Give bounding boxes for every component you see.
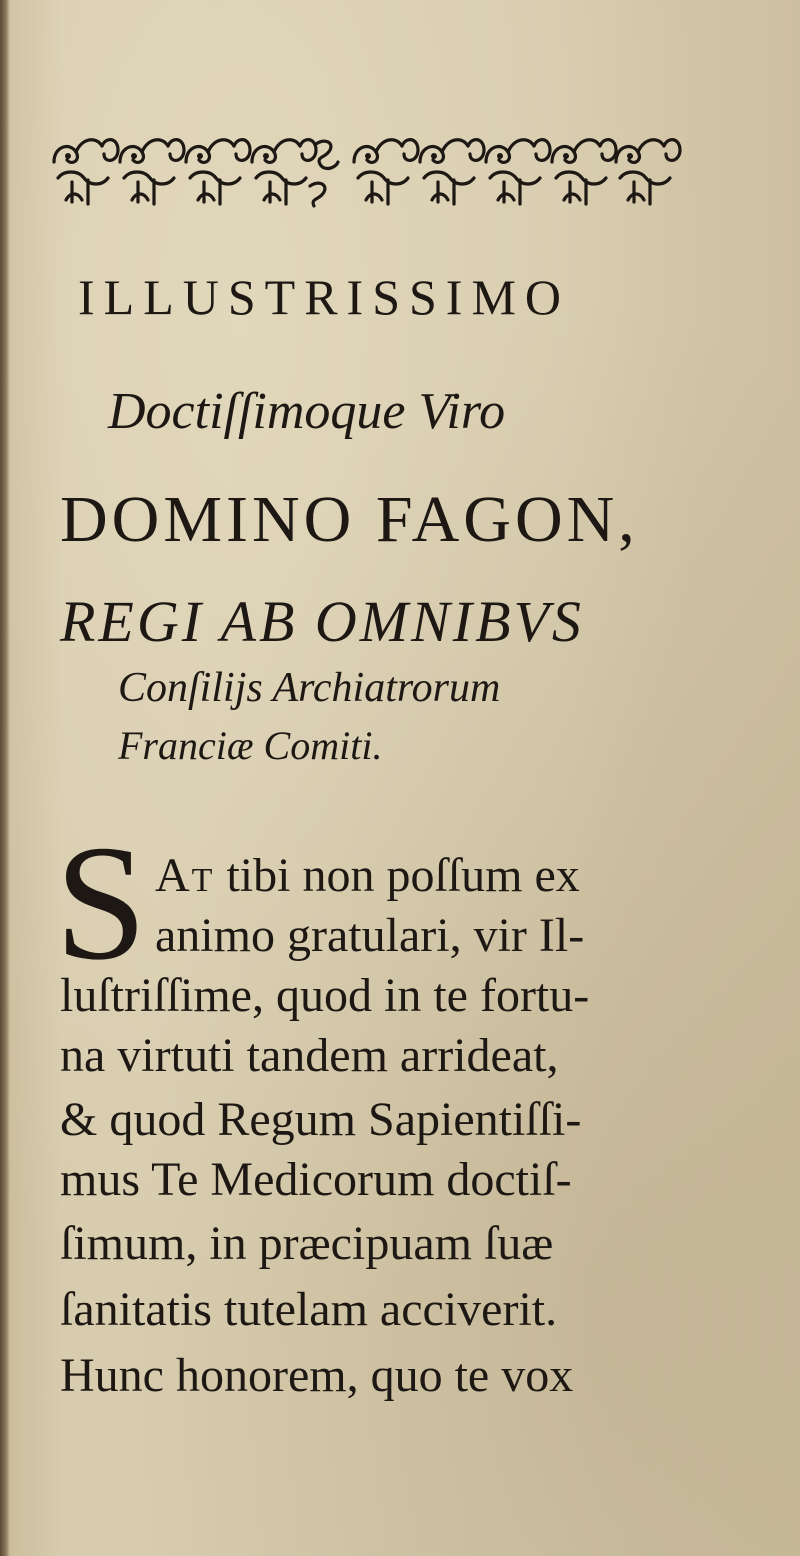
body-line-3: luſtriſſime, quod in te fortu-	[60, 969, 590, 1022]
body-line-1-caps: At	[155, 849, 215, 902]
body-line-9: Hunc honorem, quo te vox	[60, 1349, 574, 1402]
body-line-8: ſanitatis tutelam acciverit.	[60, 1283, 558, 1336]
drop-cap: S	[55, 811, 147, 994]
title-regi-ab-omnibus: REGI AB OMNIBVS	[60, 589, 584, 654]
title-doctissimo: Doctiſſimoque Viro	[108, 383, 506, 440]
title-domino-fagon: DOMINO FAGON,	[60, 483, 639, 556]
title-illustrissimo: ILLUSTRISSIMO	[78, 269, 571, 325]
page-binding-edge	[0, 0, 10, 1556]
title-consilijs: Conſilijs Archiatrorum	[118, 665, 501, 711]
body-line-2: animo gratulari, vir Il-	[155, 909, 585, 962]
fleuron-border-icon	[48, 128, 683, 210]
body-line-7: ſimum, in præcipuam ſuæ	[60, 1217, 554, 1270]
body-line-4: na virtuti tandem arrideat,	[60, 1029, 559, 1082]
body-line-1	[155, 846, 580, 906]
body-line-5: & quod Regum Sapientiſſi-	[60, 1093, 582, 1146]
body-line-6: mus Te Medicorum doctiſ-	[60, 1153, 572, 1206]
title-franciae-comiti: Franciæ Comiti.	[118, 723, 383, 768]
body-line-1-rest: tibi non poſſum ex	[226, 849, 580, 902]
